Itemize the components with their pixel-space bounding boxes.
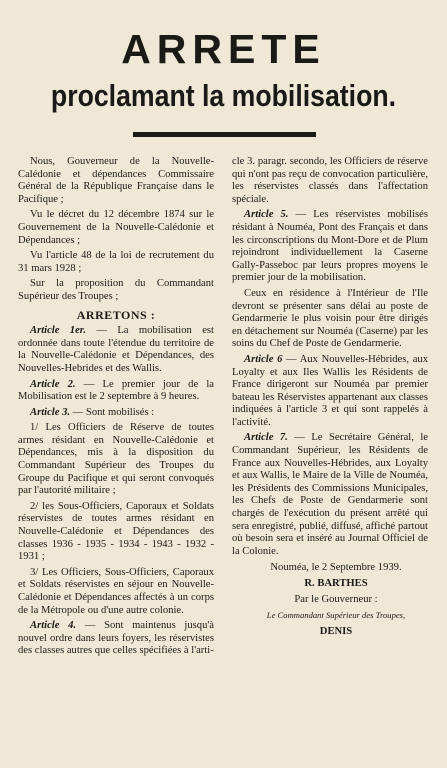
signature-par: Par le Gouverneur :: [294, 594, 378, 606]
preamble-paragraph: Vu l'article 48 de la loi de recrutement du 31 mars 1928 ;: [18, 250, 214, 274]
article-label: Article 2.: [30, 378, 76, 390]
article-label: Article 1er.: [30, 325, 86, 337]
left-column: [18, 156, 214, 661]
article-text: — Aux Nouvelles-Hébrides, aux Loyalty et aux Iles Wallis les Résidents de France dirigeront sur Nouméa par premier bateau les Réservistes appartenant aux classes indiquées à l'article 3 et qui sont rappelés à l'activité.: [232, 353, 428, 428]
arretons-heading: ARRETONS :: [76, 307, 156, 322]
continued-paragraph: cle 3. paragr. secondo, les Officiers de réserve qui n'ont pas reçu de convocation particulière, les réservistes classés dans l'affectation spéciale.: [232, 156, 428, 205]
page-title: ARRETE: [121, 26, 326, 72]
article-text: — Sont maintenus jusqu'à nouvel ordre dans leurs foyers, les réservistes des classes autres que celles spécifiées à l'arti-: [18, 620, 214, 657]
page-subtitle: proclamant la mobilisation.: [50, 78, 397, 113]
article-1: [18, 325, 214, 375]
article-text: — Le Secrétaire Général, le Commandant Supérieur, les Résidents de France aux Nouvelles-Hébrides, aux Loyalty et aux Wallis, le Maire de la Ville de Nouméa, les Présidents des Commissions Municipales, les Chefs de Poste de Gendarmerie sont chargés de l'exécution du présent arrêté qui sera enregistré, publié, diffusé, affiché partout où besoin sera et inséré au Journal Officiel de la Colonie.: [232, 432, 428, 557]
preamble-paragraph: Vu le décret du 12 décembre 1874 sur le Gouvernement de la Nouvelle-Calédonie et Dépendances ;: [18, 209, 214, 246]
article-3: [18, 407, 214, 420]
article-text: — Sont mobilisés :: [70, 406, 155, 418]
signature-date: Nouméa, le 2 Septembre 1939.: [270, 562, 402, 574]
article-label: Article 6: [244, 353, 283, 365]
article-6: [232, 354, 428, 430]
signature-role: Le Commandant Supérieur des Troupes,: [266, 610, 406, 621]
signature-name-2: DENIS: [319, 626, 353, 638]
article-label: Article 5.: [244, 209, 289, 221]
article-5-paragraph: Ceux en résidence à l'Intérieur de l'Ile devront se présenter sans délai au poste de Gendarmerie le plus voisin pour être dirigés en détachement sur Nouméa (Caserne) par les soins du Chef de Poste de Gendarmerie.: [232, 287, 428, 350]
signature-name: R. BARTHES: [304, 578, 368, 590]
article-text: — Le premier jour de la Mobilisation est le 2 septembre à 9 heures.: [18, 378, 214, 403]
right-column: [232, 156, 428, 641]
article-label: Article 7.: [244, 432, 288, 444]
article-5: [232, 209, 428, 285]
title-rule: [133, 132, 316, 137]
preamble-paragraph: Sur la proposition du Commandant Supérieur des Troupes ;: [18, 278, 214, 302]
article-4: [18, 620, 214, 658]
preamble-paragraph: Nous, Gouverneur de la Nouvelle-Calédonie et dépendances Commissaire Général de la République Française dans le Pacifique ;: [18, 156, 214, 205]
article-text: — La mobilisation est ordonnée dans toute l'étendue du territoire de la Nouvelle-Calédonie et Dépendances, des Nouvelles-Hebrides et des Wallis.: [18, 325, 214, 374]
article-7: [232, 432, 428, 558]
article-label: Article 3.: [30, 406, 71, 418]
article-label: Article 4.: [30, 620, 77, 632]
article-text: — Les réservistes mobilisés résidant à Nouméa, Pont des Français et dans les circonscriptions du Mont-Dore et de Plum rejoindront individuellement la Caserne Gally-Passeboc par leurs propres moyens le premier jour de la mobilisation.: [232, 209, 428, 284]
list-item: 3/ Les Officiers, Sous-Officiers, Caporaux et Soldats réservistes en séjour en Nouvelle-Calédonie et Dépendances affectés à un corps de la Métropole ou d'une autre colonie.: [18, 566, 214, 616]
list-item: 2/ les Sous-Officiers, Caporaux et Soldats réservistes de toutes armes résidant en Nouvelle-Calédonie et Dépendances des classes 1936 - 1935 - 1934 - 1943 - 1932 - 1931 ;: [18, 500, 214, 563]
article-2: [18, 379, 214, 404]
list-item: 1/ Les Officiers de Réserve de toutes armes résidant en Nouvelle-Calédonie et Dépendances, mis à la disposition du Commandant Supérieur des Troupes du Groupe du Pacifique et qui seront convoqués par l'autorité militaire ;: [18, 422, 214, 497]
